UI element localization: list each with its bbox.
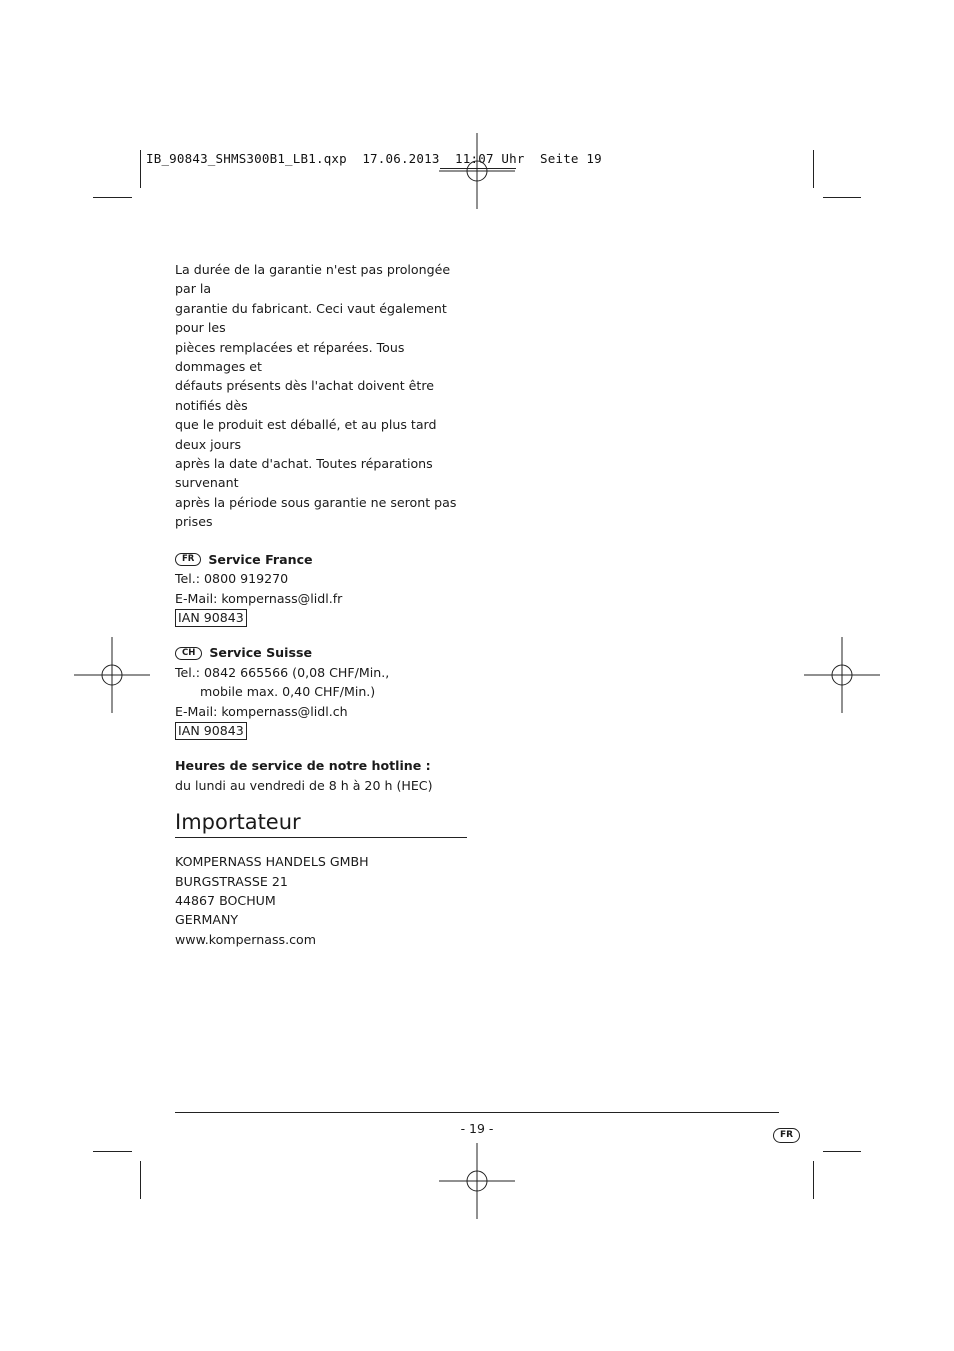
crop-mark: [823, 197, 861, 198]
service-suisse-title: Service Suisse: [209, 645, 312, 661]
fr-badge-icon: FR: [175, 553, 201, 566]
slug-date: 17.06.2013: [362, 151, 440, 166]
importer-address: KOMPERNASS HANDELS GMBH BURGSTRASSE 21 44867 BOCHUM GERMANY www.kompernass.com: [175, 852, 467, 949]
fr-badge-icon: FR: [773, 1128, 800, 1143]
importer-website: www.kompernass.com: [175, 931, 316, 947]
content-column: [175, 260, 467, 949]
slug-file: IB_90843_SHMS300B1_LB1.qxp: [146, 151, 347, 166]
service-suisse-ian: IAN 90843: [175, 722, 247, 740]
footer-rule: [175, 1112, 779, 1113]
service-france-title: Service France: [208, 551, 313, 567]
crop-mark: [813, 150, 814, 188]
crop-mark: [140, 1161, 141, 1199]
registration-mark-icon: [804, 637, 880, 713]
service-france-ian: IAN 90843: [175, 609, 247, 627]
crop-mark: [140, 150, 141, 188]
page-number: - 19 -: [460, 1121, 494, 1136]
service-france-email: E-Mail: kompernass@lidl.fr: [175, 590, 343, 606]
slug-time: 11:07 Uhr: [455, 151, 525, 166]
slug-page: Seite 19: [540, 151, 602, 166]
hotline-hours: du lundi au vendredi de 8 h à 20 h (HEC): [175, 777, 433, 793]
service-suisse-tel-mobile: mobile max. 0,40 CHF/Min.): [200, 684, 376, 700]
crop-mark: [813, 1161, 814, 1199]
service-france-tel: Tel.: 0800 919270: [175, 571, 289, 587]
service-suisse-email: E-Mail: kompernass@lidl.ch: [175, 703, 348, 719]
registration-mark-icon: [439, 1143, 515, 1219]
warranty-paragraph: La durée de la garantie n'est pas prolongée par la garantie du fabricant. Ceci vaut également pour les pièces remplacées et réparées. Tous dommages et défauts présents dès l'achat doivent être notifiés dès que le produit est déballé, et au plus tard deux jours après la date d'achat. Toutes réparations survenant après la période sous garantie ne seront pas prises: [175, 262, 457, 530]
registration-mark-icon: [439, 133, 515, 209]
registration-mark-icon: [74, 637, 150, 713]
crop-mark: [93, 1151, 132, 1152]
service-suisse-heading: [175, 643, 467, 662]
crop-mark: [93, 197, 132, 198]
footer-language: [773, 1122, 800, 1143]
ch-badge-icon: CH: [175, 647, 202, 660]
importateur-heading: Importateur: [175, 809, 467, 838]
service-suisse-tel: Tel.: 0842 665566 (0,08 CHF/Min.,: [175, 664, 390, 680]
service-france-heading: [175, 550, 467, 569]
crop-mark: [823, 1151, 861, 1152]
hotline-title: Heures de service de notre hotline :: [175, 758, 431, 774]
print-slug: [146, 151, 602, 166]
